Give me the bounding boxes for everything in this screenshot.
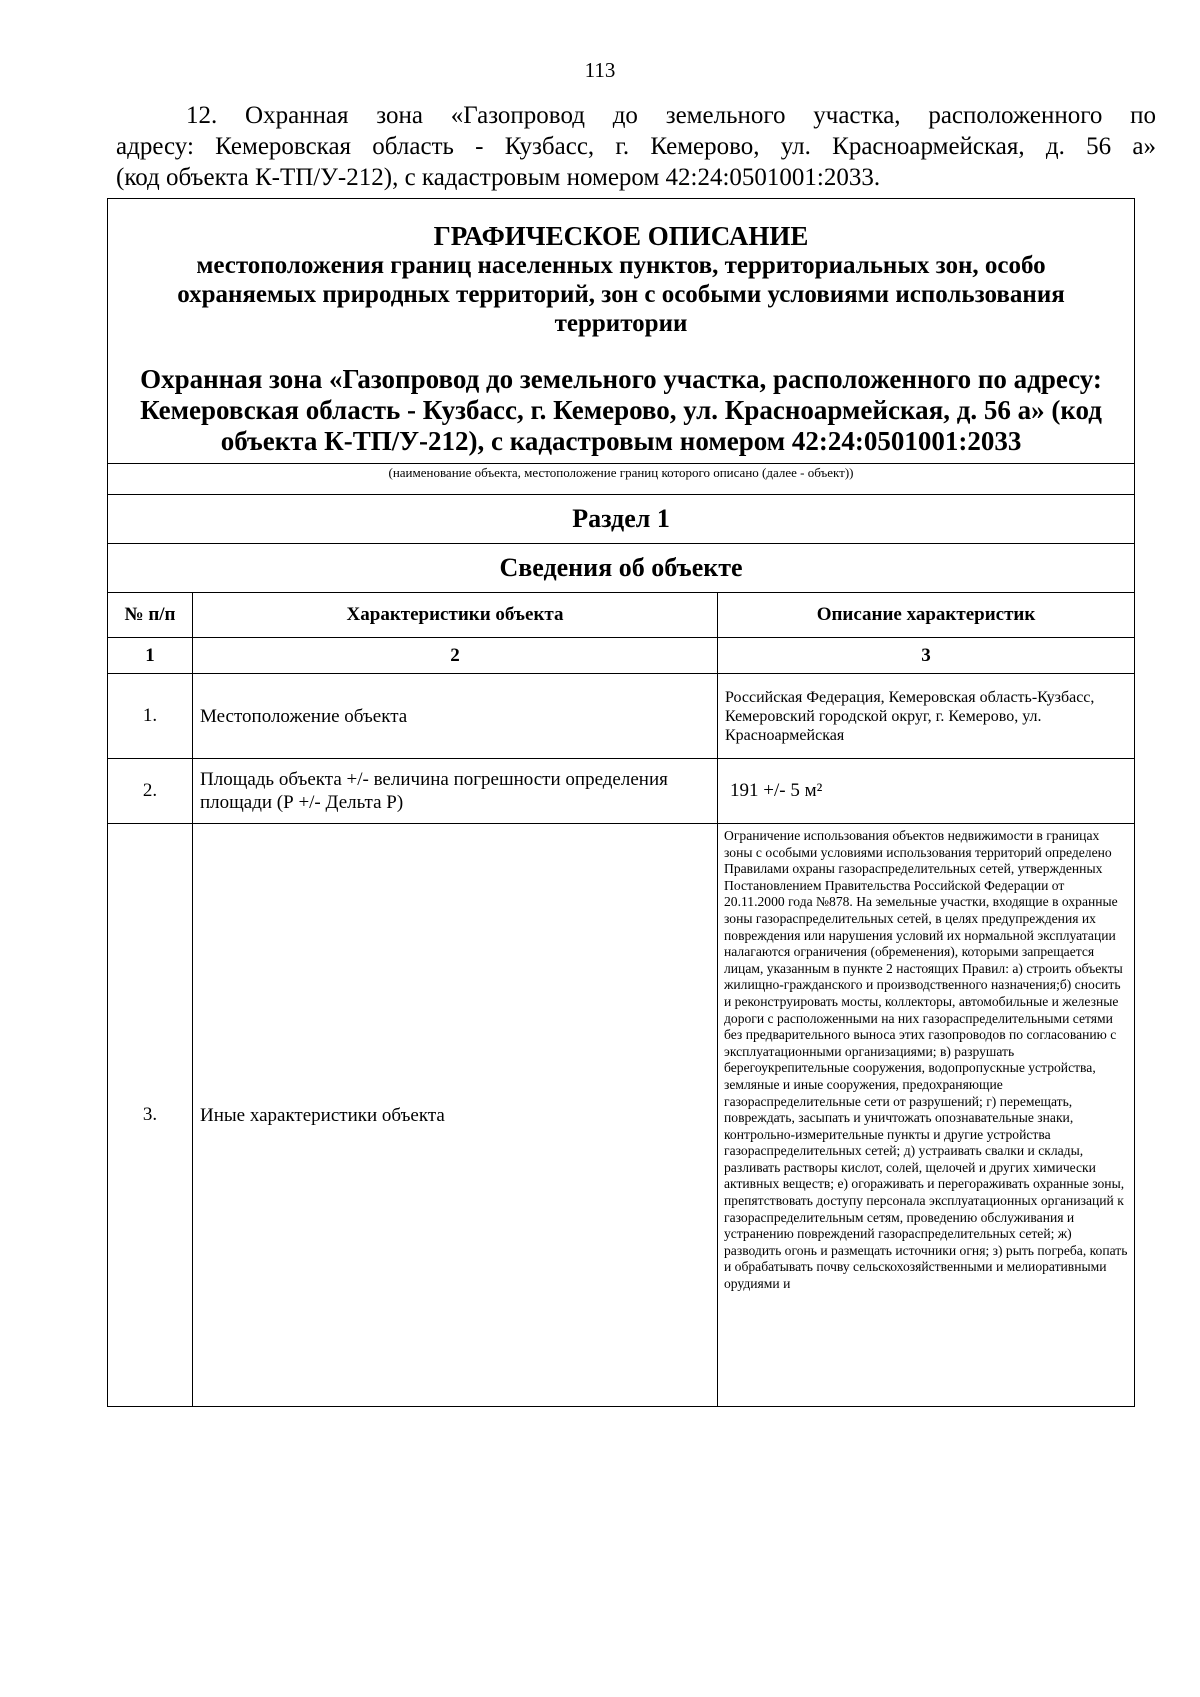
intro-line-2: адресу: Кемеровская область - Кузбасс, г. Кемерово, ул. Красноармейская, д. 56 а» (116, 133, 1156, 160)
column-header-number: № п/п (108, 593, 193, 638)
row-characteristic: Иные характеристики объекта (193, 824, 718, 1407)
graphic-description-table (107, 198, 1135, 1407)
row-description-cell (718, 824, 1135, 1407)
row-number: 1. (108, 674, 193, 759)
object-caption-cell (108, 464, 1135, 495)
row-description: Российская Федерация, Кемеровская область-Кузбасс, Кемеровский городской округ, г. Кемерово, ул. Красноармейская (718, 674, 1135, 759)
object-caption: (наименование объекта, местоположение границ которого описано (далее - объект)) (388, 465, 854, 480)
row-characteristic: Площадь объекта +/- величина погрешности определения площади (Р +/- Дельта Р) (193, 759, 718, 824)
column-number-1: 1 (108, 638, 193, 674)
row-description: Ограничение использования объектов недвижимости в границах зоны с особыми условиями использования территорий определено Правилами охраны газораспределительных сетей, утвержденных Постановлением Правительства Российской Федерации от 20.11.2000 года №878. На земельные участки, входящие в охранные зоны газораспределительных сетей, в целях предупреждения их повреждения или нарушения условий их нормальной эксплуатации налагаются ограничения (обременения), которыми запрещается лицам, указанным в пункте 2 настоящих Правил: а) строить объекты жилищно-гражданского и производственного назначения;б) сносить и реконструировать мосты, коллекторы, автомобильные и железные дороги с расположенными на них газораспределительными сетями без предварительного выноса этих газопроводов по согласованию с эксплуатационными организациями; в) разрушать берегоукрепительные сооружения, водопропускные устройства, земляные и иные сооружения, предохраняющие газораспределительные сети от разрушений; г) перемещать, повреждать, засыпать и уничтожать опознавательные знаки, контрольно-измерительные пункты и другие устройства газораспределительных сетей; д) устраивать свалки и склады, разливать растворы кислот, солей, щелочей и других химически активных веществ; е) огораживать и перегораживать охранные зоны, препятствовать доступу персонала эксплуатационных организаций к газораспределительным сетям, проведению обслуживания и устранению повреждений газораспределительных сетей; ж) разводить огонь и размещать источники огня; з) рыть погреба, копать и обрабатывать почву сельскохозяйственными и мелиоративными орудиями и (724, 828, 1128, 1292)
column-number-3: 3 (718, 638, 1135, 674)
row-number: 3. (108, 824, 193, 1407)
object-name: Охранная зона «Газопровод до земельного участка, расположенного по адресу: Кемеровская область - Кузбасс, г. Кемерово, ул. Красноармейская, д. 56 а» (код объекта К-ТП/У-212), с кадастровым номером 42:24:0501001:2033 (140, 364, 1102, 456)
intro-line-1: 12. Охранная зона «Газопровод до земельного участка, расположенного по (186, 102, 1156, 129)
column-header-description: Описание характеристик (718, 593, 1135, 638)
column-number-row (108, 638, 1135, 674)
table-row (108, 824, 1135, 1407)
column-number-2: 2 (193, 638, 718, 674)
row-description: 191 +/- 5 м² (718, 759, 1135, 824)
section-subtitle: Сведения об объекте (108, 544, 1135, 593)
document-subtitle: местоположения границ населенных пунктов, территориальных зон, особо охраняемых природных территорий, зон с особыми условиями использования территории (177, 252, 1065, 337)
document-header (108, 199, 1135, 464)
document-title: ГРАФИЧЕСКОЕ ОПИСАНИЕ (433, 221, 809, 251)
table-row (108, 759, 1135, 824)
section-title: Раздел 1 (108, 495, 1135, 544)
row-characteristic: Местоположение объекта (193, 674, 718, 759)
table-row (108, 674, 1135, 759)
column-header-row (108, 593, 1135, 638)
column-header-characteristic: Характеристики объекта (193, 593, 718, 638)
row-number: 2. (108, 759, 193, 824)
intro-paragraph (116, 100, 1156, 193)
page-number: 113 (584, 58, 616, 82)
intro-line-3: (код объекта К-ТП/У-212), с кадастровым номером 42:24:0501001:2033. (116, 164, 881, 191)
